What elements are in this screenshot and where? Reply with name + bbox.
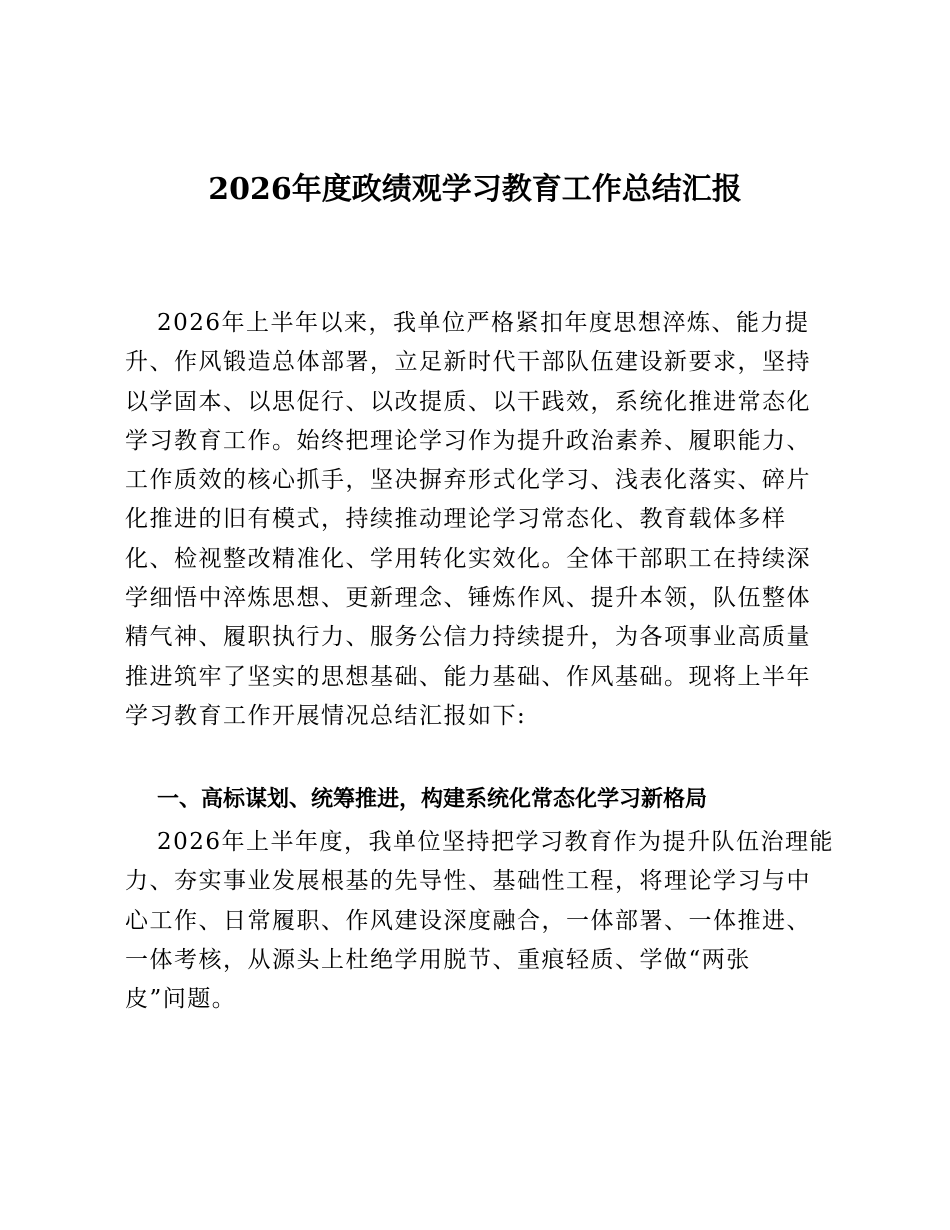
paragraph-line: 工作质效的核心抓手，坚决摒弃形式化学习、浅表化落实、碎片 (125, 467, 811, 494)
paragraph-line: 一体考核，从源头上杜绝学用脱节、重痕轻质、学做“两张 (125, 946, 751, 973)
paragraph-line: 推进筑牢了坚实的思想基础、能力基础、作风基础。现将上半年 (125, 663, 811, 690)
paragraph-intro (125, 304, 825, 736)
section-heading-1: 一、高标谋划、统筹推进，构建系统化常态化学习新格局 (157, 787, 708, 812)
document-title: 2026年度政绩观学习教育工作总结汇报 (208, 172, 742, 207)
paragraph-line: 化推进的旧有模式，持续推动理论学习常态化、教育载体多样 (125, 506, 787, 533)
paragraph-line: 化、检视整改精准化、学用转化实效化。全体干部职工在持续深 (125, 545, 811, 572)
paragraph-section-1 (125, 823, 835, 1019)
paragraph-line: 以学固本、以思促行、以改提质、以干践效，系统化推进常态化 (125, 388, 811, 415)
paragraph-line: 皮”问题。 (125, 986, 237, 1013)
paragraph-line: 2026年上半年以来，我单位严格紧扣年度思想淬炼、能力提 (157, 310, 810, 336)
paragraph-line: 2026年上半年度，我单位坚持把学习教育作为提升队伍治理能 (157, 829, 835, 855)
paragraph-line: 心工作、日常履职、作风建设深度融合，一体部署、一体推进、 (125, 907, 811, 934)
paragraph-line: 学细悟中淬炼思想、更新理念、锤炼作风、提升本领，队伍整体 (125, 585, 811, 612)
paragraph-line: 力、夯实事业发展根基的先导性、基础性工程，将理论学习与中 (125, 868, 811, 895)
paragraph-line: 精气神、履职执行力、服务公信力持续提升，为各项事业高质量 (125, 624, 811, 651)
paragraph-line: 升、作风锻造总体部署，立足新时代干部队伍建设新要求，坚持 (125, 349, 811, 376)
paragraph-line: 学习教育工作开展情况总结汇报如下: (125, 702, 527, 729)
paragraph-line: 学习教育工作。始终把理论学习作为提升政治素养、履职能力、 (125, 427, 811, 454)
